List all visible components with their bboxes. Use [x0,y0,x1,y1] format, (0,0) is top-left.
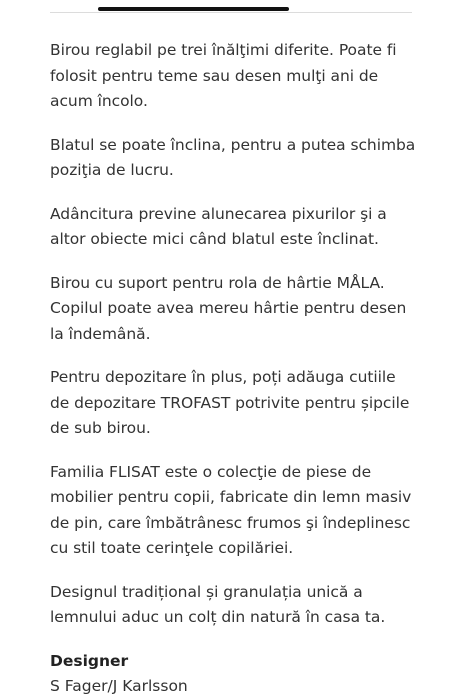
designer-heading: Designer [50,651,129,670]
description-paragraph: Designul tradițional și granulația unică a lemnului aduc un colț din natură în casa ta. [50,582,386,626]
description-paragraph: Blatul se poate înclina, pentru a putea schimba poziţia de lucru. [50,135,416,179]
product-description [50,38,418,699]
description-paragraph: Birou reglabil pe trei înălţimi diferite. Poate fi folosit pentru teme sau desen mulţi ani de acum încolo. [50,41,397,110]
description-paragraph: Pentru depozitare în plus, poți adăuga cutiile de depozitare TROFAST potrivite pentru șipcile de sub birou. [50,368,410,437]
top-divider [50,12,412,13]
designer-section [50,649,418,699]
description-paragraph: Birou cu suport pentru rola de hârtie MÅLA. Copilul poate avea mereu hârtie pentru desen la îndemână. [50,273,407,343]
designer-name: S Fager/J Karlsson [50,676,188,695]
description-paragraph: Familia FLISAT este o colecţie de piese de mobilier pentru copii, fabricate din lemn masiv de pin, care îmbătrânesc frumos şi îndeplinesc cu stil toate cerinţele copilăriei. [50,462,412,557]
description-paragraph: Adâncitura previne alunecarea pixurilor şi a altor obiecte mici când blatul este înclinat. [50,204,387,248]
scroll-indicator[interactable] [98,7,289,11]
